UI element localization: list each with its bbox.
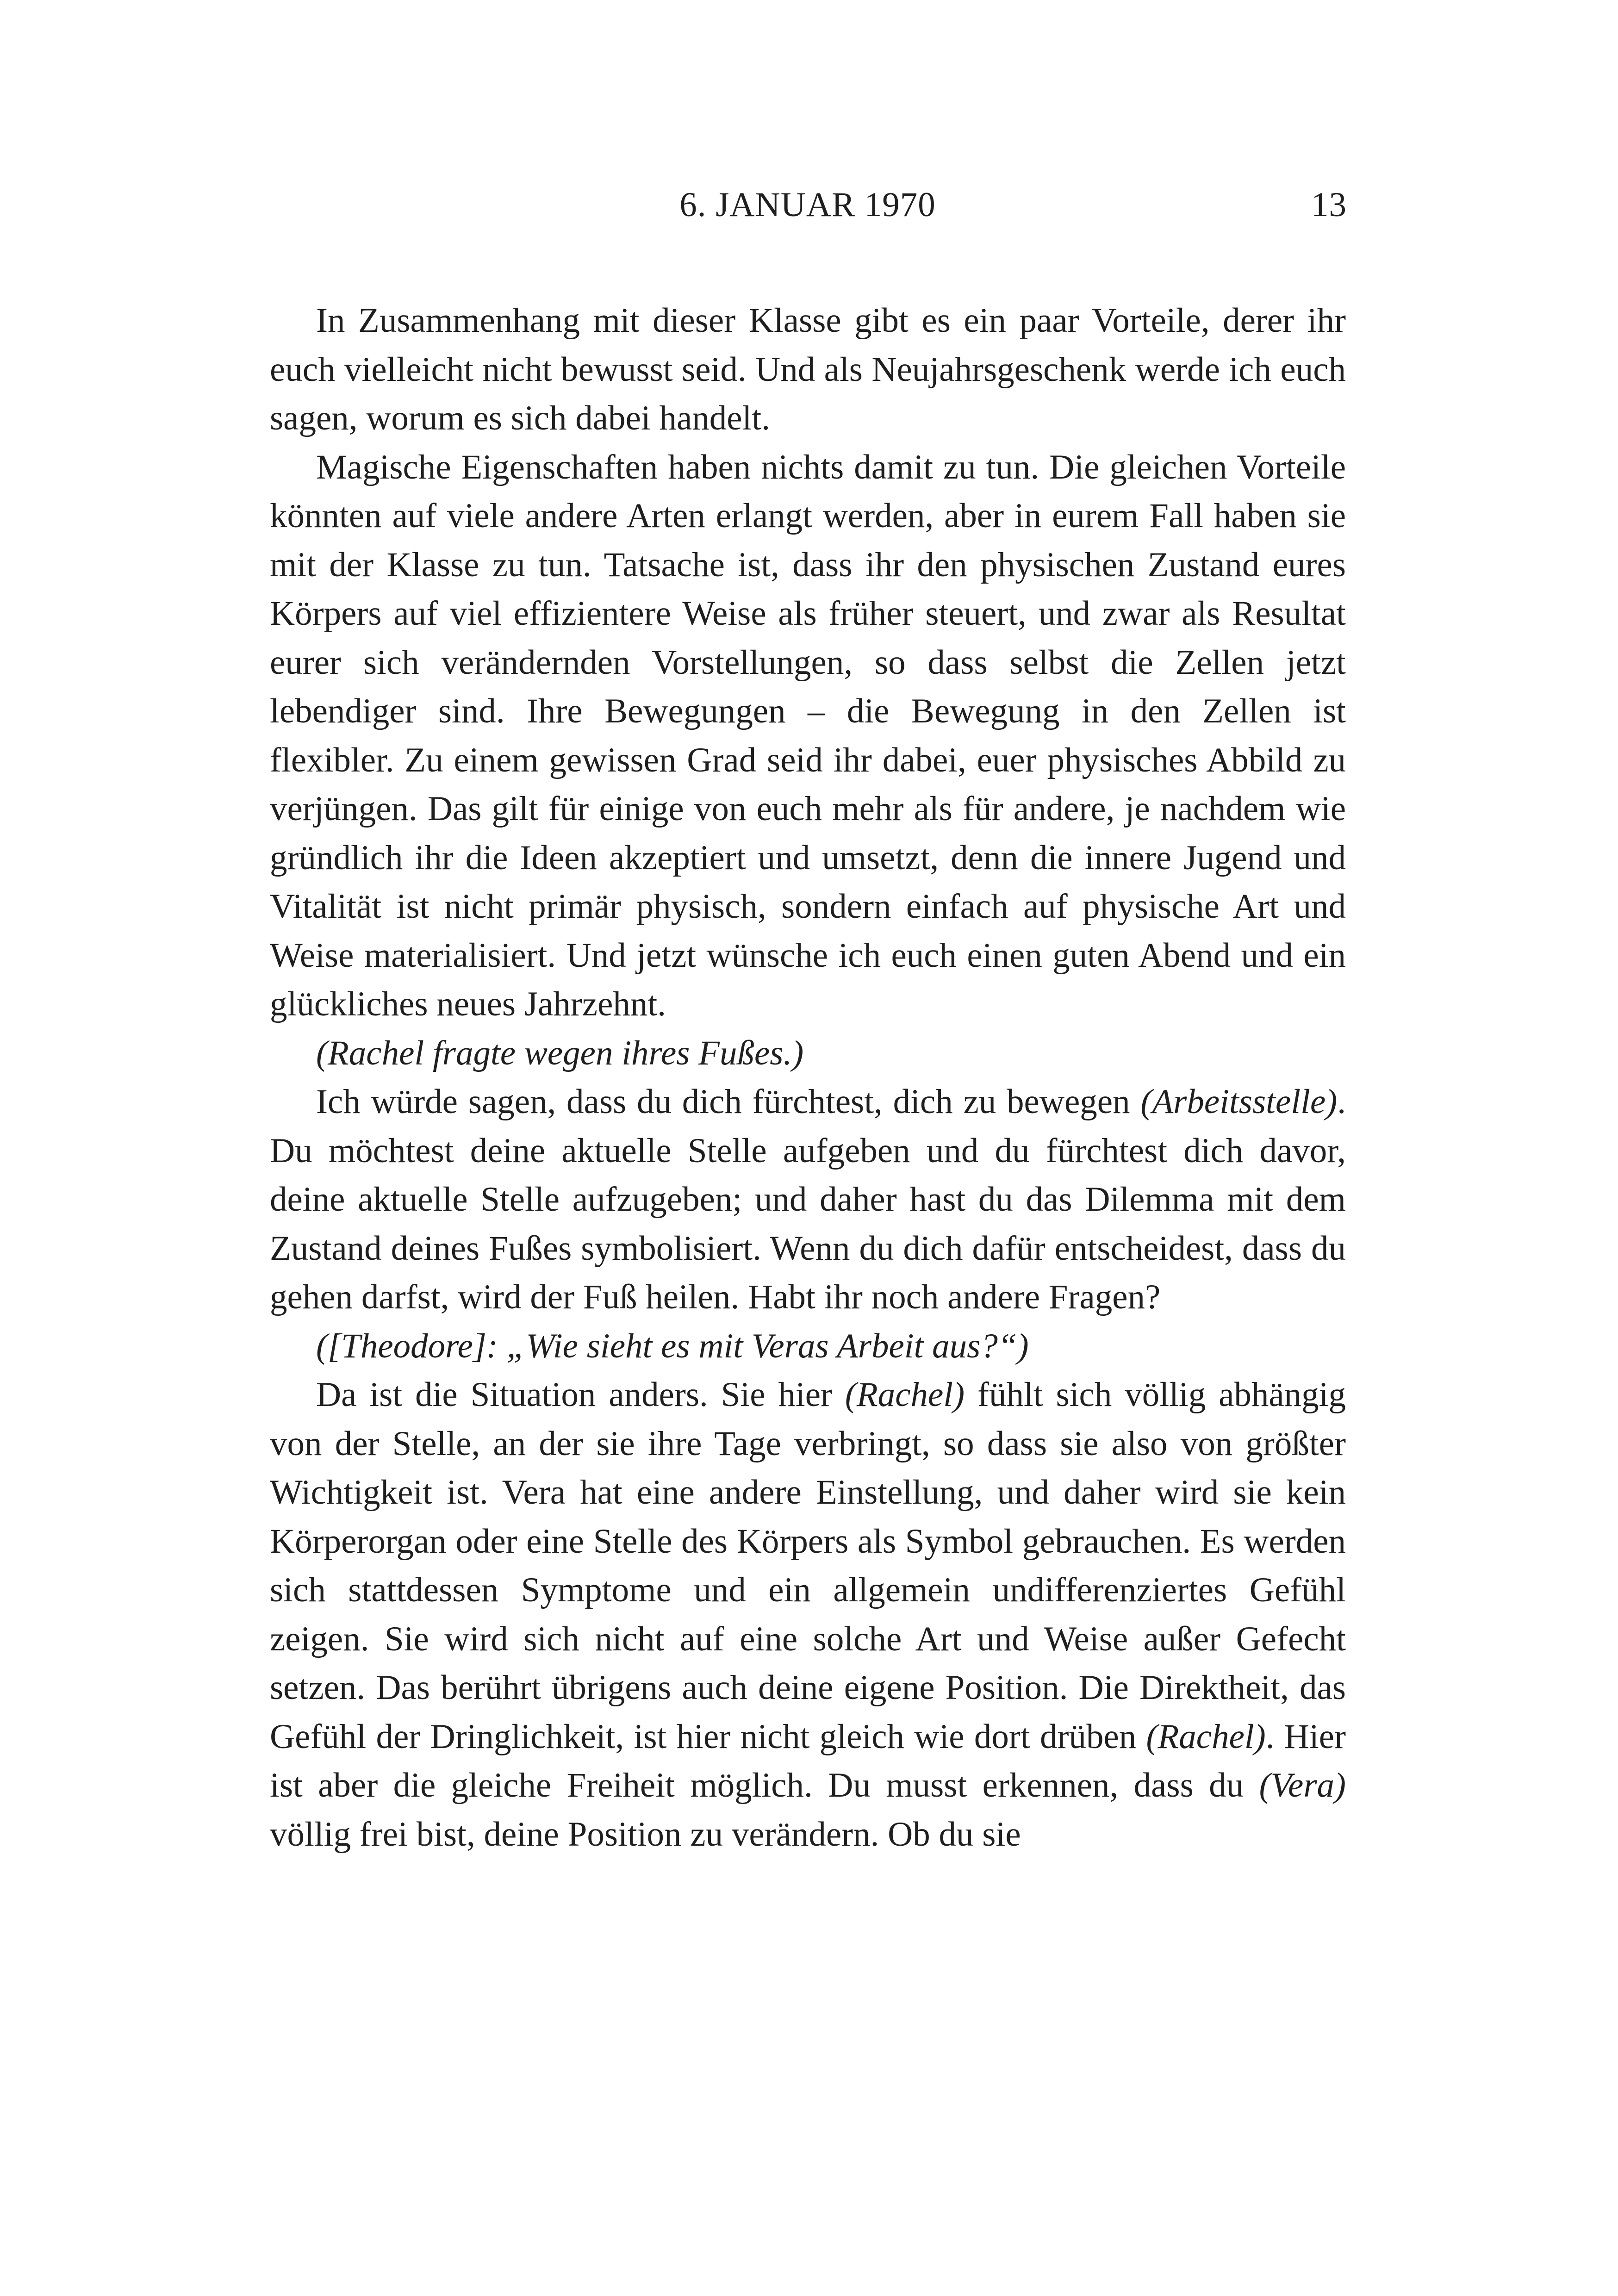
text-run: . Hier ist aber die gleiche Freiheit möglich. Du musst erkennen, dass du [270,1717,1346,1804]
page-number: 13 [1311,186,1347,224]
italic-aside: (Vera) [1259,1766,1346,1804]
paragraph [270,1077,1346,1322]
italic-aside: (Rachel) [845,1375,965,1414]
text-run: . Du möchtest deine aktuelle Stelle aufgeben und du fürchtest dich davor, deine aktuelle Stelle aufzugeben; und daher hast du das Dilemma mit dem Zustand deines Fußes symbolisiert. Wenn du dich dafür entscheidest, dass du gehen darfst, wird der Fuß heilen. Habt ihr noch andere Fragen? [270,1083,1346,1316]
italic-note: (Rachel fragte wegen ihres Fußes.) [316,1033,804,1072]
text-run: völlig frei bist, deine Position zu verändern. Ob du sie [270,1815,1021,1854]
italic-aside: (Arbeitsstelle) [1140,1083,1338,1121]
body-text [270,296,1346,1859]
paragraph: In Zusammenhang mit dieser Klasse gibt es ein paar Vorteile, derer ihr euch vielleicht nicht bewusst seid. Und als Neujahrsgeschenk werde ich euch sagen, worum es sich dabei handelt. [270,301,1346,437]
italic-aside: (Rachel) [1146,1717,1266,1756]
text-run: Da ist die Situation anders. Sie hier [316,1375,845,1414]
running-header [268,180,1347,230]
paragraph: Magische Eigenschaften haben nichts damit zu tun. Die gleichen Vorteile könnten auf viele andere Arten erlangt werden, aber in eurem Fall haben sie mit der Klasse zu tun. Tatsache ist, dass ihr den physischen Zustand eures Körpers auf viel effizientere Weise als früher steuert, und zwar als Resultat eurer sich verändernden Vorstellungen, so dass selbst die Zellen jetzt lebendiger sind. Ihre Bewegungen – die Bewegung in den Zellen ist flexibler. Zu einem gewissen Grad seid ihr dabei, euer physisches Abbild zu verjüngen. Das gilt für einige von euch mehr als für andere, je nachdem wie gründlich ihr die Ideen akzeptiert und umsetzt, denn die innere Jugend und Vitalität ist nicht primär physisch, sondern einfach auf physische Art und Weise materialisiert. Und jetzt wünsche ich euch einen guten Abend und ein glückliches neues Jahrzehnt. [270,448,1346,1023]
paragraph [270,1370,1346,1859]
chapter-title: 6. JANUAR 1970 [679,186,936,224]
text-run: Ich würde sagen, dass du dich fürchtest, dich zu bewegen [316,1083,1141,1121]
italic-note: ([Theodore]: „Wie sieht es mit Veras Arbeit aus?“) [316,1326,1029,1365]
text-run: fühlt sich völlig abhängig von der Stelle, an der sie ihre Tage verbringt, so dass sie also von größter Wichtigkeit ist. Vera hat eine andere Einstellung, und daher wird sie kein Körperorgan oder eine Stelle des Körpers als Symbol gebrauchen. Es werden sich stattdessen Symptome und ein allgemein undifferenziertes Gefühl zeigen. Sie wird sich nicht auf eine solche Art und Weise außer Gefecht setzen. Das berührt übrigens auch deine eigene Position. Die Direktheit, das Gefühl der Dringlichkeit, ist hier nicht gleich wie dort drüben [270,1375,1346,1756]
